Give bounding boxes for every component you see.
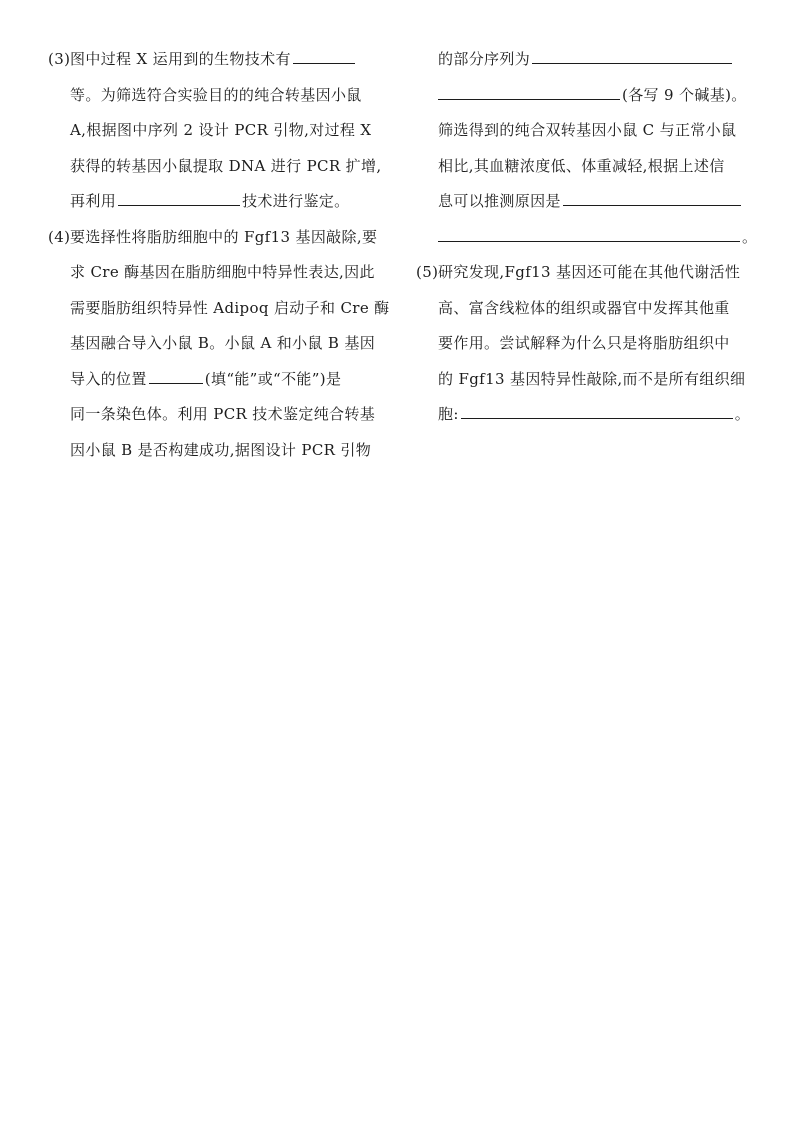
- q5-line-5: [416, 397, 761, 433]
- answer-blank[interactable]: [438, 85, 620, 100]
- q4-text: 要选择性将脂肪细胞中的 Fgf13 基因敲除,要: [70, 227, 378, 246]
- q4-text: (各写 9 个碱基)。: [622, 85, 747, 104]
- q4-text: 。: [742, 227, 758, 246]
- q3-line-4: 获得的转基因小鼠提取 DNA 进行 PCR 扩增,: [70, 156, 382, 175]
- q4-text: (填“能”或“不能”)是: [204, 369, 342, 388]
- q5-line-1: [416, 255, 761, 291]
- q4-line-1: [48, 220, 388, 256]
- question-number: (3): [48, 50, 71, 68]
- q4-line-4: 基因融合导入小鼠 B。小鼠 A 和小鼠 B 基因: [70, 334, 376, 352]
- q3-text: 技术进行鉴定。: [242, 192, 350, 210]
- answer-blank[interactable]: [293, 49, 355, 64]
- q4-cont-line-3: 筛选得到的纯合双转基因小鼠 C 与正常小鼠: [438, 121, 737, 139]
- q3-text: 图中过程 X 运用到的生物技术有: [70, 50, 291, 68]
- answer-blank[interactable]: [118, 191, 240, 206]
- q4-cont-line-6: [416, 220, 761, 256]
- q5-line-4: 的 Fgf13 基因特异性敲除,而不是所有组织细: [438, 369, 746, 388]
- q4-line-6: 同一条染色体。利用 PCR 技术鉴定纯合转基: [70, 405, 376, 423]
- q5-text: 。: [734, 405, 751, 423]
- question-number: (4): [48, 227, 71, 246]
- q3-line-5: [48, 184, 388, 220]
- q3-text: 再利用: [70, 192, 117, 210]
- question-number: (5): [416, 263, 439, 281]
- q4-cont-line-4: 相比,其血糖浓度低、体重减轻,根据上述信: [438, 156, 725, 175]
- q4-cont-line-5: [416, 184, 761, 220]
- q3-line-2: 等。为筛选符合实验目的的纯合转基因小鼠: [70, 85, 362, 104]
- q5-line-3: 要作用。尝试解释为什么只是将脂肪组织中: [438, 334, 730, 352]
- q4-line-2: 求 Cre 酶基因在脂肪细胞中特异性表达,因此: [70, 263, 375, 281]
- q5-line-2: 高、富含线粒体的组织或器官中发挥其他重: [438, 298, 730, 317]
- left-column: [48, 42, 388, 468]
- answer-blank[interactable]: [461, 404, 733, 419]
- q4-line-5: [48, 362, 388, 398]
- q5-text: 胞:: [438, 405, 459, 423]
- q4-line-7: 因小鼠 B 是否构建成功,据图设计 PCR 引物: [70, 440, 372, 459]
- answer-blank[interactable]: [532, 49, 732, 64]
- answer-blank[interactable]: [563, 191, 741, 206]
- q4-cont-line-1: [416, 42, 761, 78]
- q3-line-1: [48, 42, 388, 78]
- q5-text: 研究发现,Fgf13 基因还可能在其他代谢活性: [438, 263, 741, 281]
- q4-cont-line-2: [416, 78, 761, 114]
- q4-line-3: 需要脂肪组织特异性 Adipoq 启动子和 Cre 酶: [70, 298, 390, 317]
- q3-line-3: A,根据图中序列 2 设计 PCR 引物,对过程 X: [70, 121, 372, 139]
- q4-text: 息可以推测原因是: [438, 192, 561, 210]
- right-column: [416, 42, 761, 433]
- q4-text: 的部分序列为: [438, 50, 531, 68]
- answer-blank[interactable]: [149, 369, 203, 384]
- answer-blank[interactable]: [438, 227, 740, 242]
- q4-text: 导入的位置: [70, 369, 147, 388]
